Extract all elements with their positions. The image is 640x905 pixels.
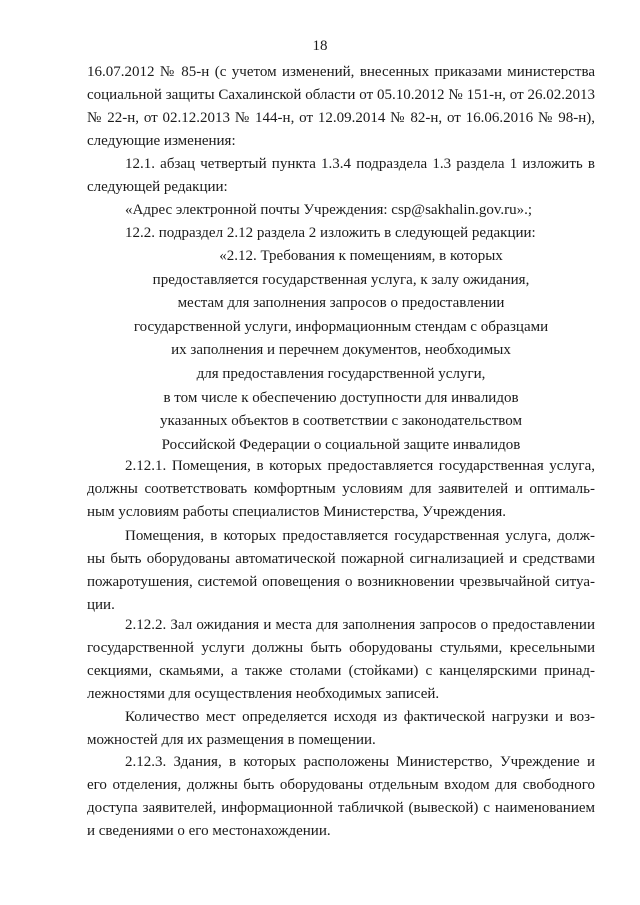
text-line: должны соответствовать комфортным условиям для заявителей и оптималь- (87, 481, 595, 497)
heading-line: «2.12. Требования к помещениям, в которых (219, 248, 503, 264)
paragraph-2-12-2 (87, 614, 595, 706)
heading-line: местам для заполнения запросов о предоставлении (177, 295, 505, 312)
text-line: лежностями для осуществления необходимых записей. (87, 686, 440, 702)
heading-line: Российской Федерации о социальной защите инвалидов (161, 436, 521, 453)
text-line: 2.12.1. Помещения, в которых предоставляется государственная услуга, (125, 458, 595, 474)
page-number: 18 (312, 38, 328, 54)
text-line: доступа заявителей, информационной табличкой (вывеской) с наименованием (87, 800, 595, 816)
heading-line: указанных объектов в соответствии с законодательством (160, 413, 522, 430)
heading-line: предоставляется государственная услуга, к залу ожидания, (152, 271, 530, 288)
text-line: пожаротушения, системой оповещения о возникновении чрезвычайной ситуа- (87, 574, 595, 590)
item-12-1 (87, 153, 595, 199)
text-line: секциями, скамьями, а также столами (стойками) с канцелярскими принад- (87, 663, 595, 679)
text-line: и сведениями о его местонахождении. (87, 823, 331, 839)
paragraph-places-count (87, 706, 595, 752)
text-line: государственной услуги должны быть оборудованы стульями, кресельными (87, 640, 595, 656)
text-line: следующие изменения: (87, 133, 236, 149)
item-12-2 (87, 222, 595, 245)
text-line: 2.12.3. Здания, в которых расположены Министерство, Учреждение и (125, 754, 595, 770)
text-line: его отделения, должны быть оборудованы отдельным входом для свободного (87, 777, 595, 793)
text-line: 16.07.2012 № 85-н (с учетом изменений, внесенных приказами министерства (87, 64, 595, 80)
section-heading-2-12 (87, 245, 595, 457)
text-line: 12.1. абзац четвертый пункта 1.3.4 подраздела 1.3 раздела 1 изложить в (125, 156, 595, 172)
text-line: № 22-н, от 02.12.2013 № 144-н, от 12.09.2014 № 82-н, от 16.06.2016 № 98-н), (87, 110, 595, 126)
text-line: ным условиям работы специалистов Министерства, Учреждения. (87, 504, 506, 520)
email-clause (87, 199, 595, 222)
intro-paragraph (87, 61, 595, 153)
paragraph-premises (87, 525, 595, 617)
heading-line: в том числе к обеспечению доступности для инвалидов (163, 389, 519, 406)
text-line: ции. (87, 597, 115, 613)
heading-line: государственной услуги, информационным стендам с образцами (133, 318, 549, 335)
text-line: 12.2. подраздел 2.12 раздела 2 изложить в следующей редакции: (125, 225, 536, 241)
heading-line: их заполнения и перечнем документов, необходимых (171, 342, 511, 359)
text-line: следующей редакции: (87, 179, 228, 195)
text-line: «Адрес электронной почты Учреждения: csp@sakhalin.gov.ru».; (125, 202, 533, 218)
paragraph-2-12-3 (87, 751, 595, 843)
paragraph-2-12-1 (87, 455, 595, 524)
text-line: Помещения, в которых предоставляется государственная услуга, долж- (125, 528, 595, 544)
text-line: социальной защиты Сахалинской области от 05.10.2012 № 151-н, от 26.02.2013 (87, 87, 595, 103)
text-line: Количество мест определяется исходя из фактической нагрузки и воз- (125, 709, 595, 725)
text-line: можностей для их размещения в помещении. (87, 732, 376, 748)
text-line: ны быть оборудованы автоматической пожарной сигнализацией и средствами (87, 551, 595, 567)
text-line: 2.12.2. Зал ожидания и места для заполнения запросов о предоставлении (125, 617, 595, 633)
heading-line: для предоставления государственной услуги, (196, 365, 486, 382)
